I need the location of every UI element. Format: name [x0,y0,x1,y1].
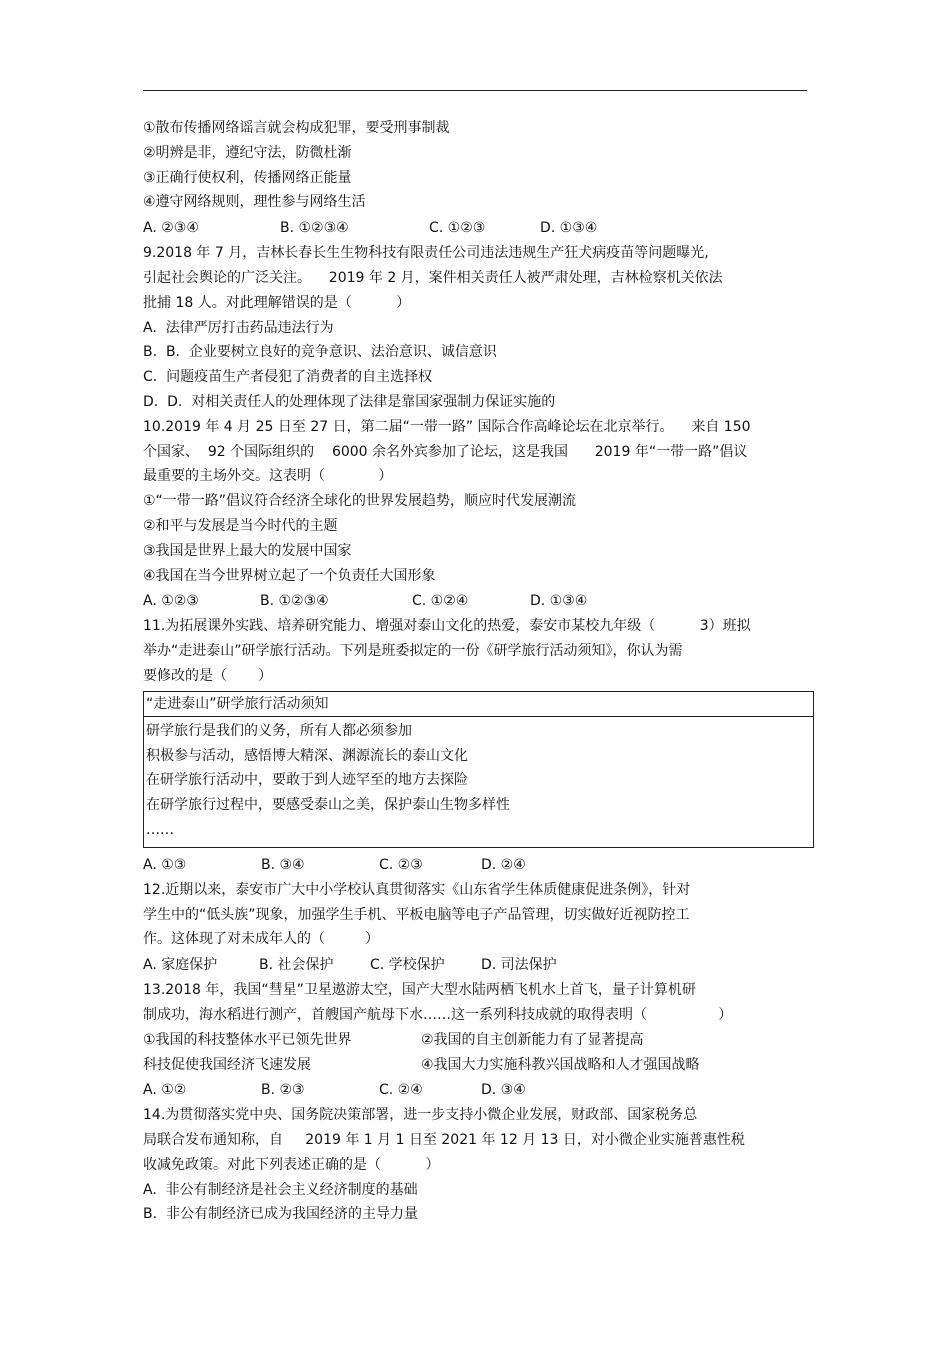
question-9 [143,241,815,415]
question-13 [143,978,815,1103]
question-11 [143,614,815,877]
q8-option-a: A. ②③④ [143,220,199,237]
q10-option-a: A. ①②③ [143,593,199,610]
q11-stem-line-1: 11.为拓展课外实践、培养研究能力、增强对泰山文化的热爱，泰安市某校九年级（ 3）班拟 [143,618,751,635]
q13-items-row-1 [143,1028,815,1053]
q12-stem-line-2: 学生中的“低头族”现象，加强学生手机、平板电脑等电子产品管理，切实做好近视防控工 [143,906,690,923]
q9-choice-d: D. D. 对相关责任人的处理体现了法律是靠国家强制力保证实施的 [143,393,556,410]
q11-option-a: A. ①③ [143,856,187,873]
q11-notice-item-3: 在研学旅行活动中，要敢于到人迹罕至的地方去探险 [146,772,468,789]
q12-option-d: D. 司法保护 [481,957,557,974]
q12-option-b: B. 社会保护 [259,957,334,974]
q9-stem-line-1: 9.2018 年 7 月，吉林长春长生生物科技有限责任公司违法违规生产狂犬病疫苗等问题曝光, [143,245,709,262]
q10-item-4: ④我国在当今世界树立起了一个负责任大国形象 [143,567,436,584]
q13-options [143,1077,815,1103]
q11-notice-title: “走进泰山”研学旅行活动须知 [144,692,813,717]
q13-option-d: D. ③④ [481,1082,526,1099]
q10-stem-line-3: 最重要的主场外交。这表明（ ） [143,468,393,485]
q11-option-d: D. ②④ [481,856,526,873]
q11-notice-item-4: 在研学旅行过程中，要感受泰山之美，保护泰山生物多样性 [146,797,510,814]
question-12 [143,878,815,978]
q12-option-a: A. 家庭保护 [143,957,218,974]
q9-choice-a: A. 法律严厉打击药品违法行为 [143,319,334,336]
q13-option-a: A. ①② [143,1082,187,1099]
q8-item-4: ④遵守网络规则，理性参与网络生活 [143,194,366,211]
q8-option-d: D. ①③④ [540,220,598,237]
exam-page [143,116,815,1227]
q13-option-b: B. ②③ [261,1082,305,1099]
q14-stem-line-3: 收减免政策。对此下列表述正确的是（ ） [143,1156,440,1173]
q9-stem-line-3: 批捕 18 人。对此理解错误的是（ ） [143,294,411,311]
q13-option-c: C. ②④ [379,1082,423,1099]
q9-choice-b: B. B. 企业要树立良好的竞争意识、法治意识、诚信意识 [143,344,497,361]
q13-item-4: ④我国大力实施科教兴国战略和人才强国战略 [421,1056,700,1073]
q8-option-c: C. ①②③ [429,220,486,237]
q14-stem-line-1: 14.为贯彻落实党中央、国务院决策部署，进一步支持小微企业发展，财政部、国家税务总 [143,1107,698,1124]
question-14 [143,1103,815,1227]
q9-choice-c: C. 问题疫苗生产者侵犯了消费者的自主选择权 [143,369,433,386]
q11-notice-table [143,691,814,848]
q10-item-1: ①“一带一路”倡议符合经济全球化的世界发展趋势，顺应时代发展潮流 [143,493,577,510]
q10-option-d: D. ①③④ [530,593,588,610]
q10-item-3: ③我国是世界上最大的发展中国家 [143,542,352,559]
q10-option-c: C. ①②④ [412,593,469,610]
q10-item-2: ②和平与发展是当今时代的主题 [143,517,338,534]
q14-choice-a: A. 非公有制经济是社会主义经济制度的基础 [143,1181,418,1198]
question-8 [143,116,815,241]
q11-option-c: C. ②③ [379,856,423,873]
q9-stem-line-2: 引起社会舆论的广泛关注。 2019 年 2 月，案件相关责任人被严肃处理，吉林检察机关依法 [143,269,723,286]
q11-notice-item-2: 积极参与活动，感悟博大精深、渊源流长的泰山文化 [146,747,468,764]
q11-stem-line-2: 举办“走进泰山”研学旅行活动。下列是班委拟定的一份《研学旅行活动须知》，你认为需 [143,643,683,660]
q10-stem-line-1: 10.2019 年 4 月 25 日至 27 日，第二届“一带一路” 国际合作高峰论坛在北京举行。 来自 150 [143,418,751,435]
q11-option-b: B. ③④ [261,856,305,873]
q10-option-b: B. ①②③④ [260,593,329,610]
q11-notice-item-5: …… [146,821,174,838]
q11-options [143,852,815,878]
question-10 [143,415,815,615]
q8-item-1: ①散布传播网络谣言就会构成犯罪，要受刑事制裁 [143,120,450,136]
q8-option-b: B. ①②③④ [280,220,349,237]
q12-option-c: C. 学校保护 [370,957,445,974]
q10-stem-line-2: 个国家、 92 个国际组织的 6000 余名外宾参加了论坛，这是我国 2019 年“一带一路”倡议 [143,443,748,460]
q11-notice-item-1: 研学旅行是我们的义务，所有人都必须参加 [146,722,412,739]
q8-item-2: ②明辨是非，遵纪守法，防微杜渐 [143,144,352,161]
q8-item-3: ③正确行使权利，传播网络正能量 [143,169,352,186]
q12-options [143,952,815,978]
q13-item-2: ②我国的自主创新能力有了显著提高 [421,1031,644,1048]
q12-stem-line-3: 作。这体现了对未成年人的（ ） [143,931,380,948]
q13-items-row-2 [143,1053,815,1078]
q14-choice-b: B. 非公有制经济已成为我国经济的主导力量 [143,1206,418,1223]
q11-stem-line-3: 要修改的是（ ） [143,667,273,684]
q13-stem-line-1: 13.2018 年，我国“彗星”卫星遨游太空，国产大型水陆两栖飞机水上首飞，量子计算机研 [143,982,696,999]
q8-options [143,215,815,241]
q10-options [143,588,815,614]
q11-notice-body [144,717,813,847]
header-rule [143,90,807,91]
q12-stem-line-1: 12.近期以来，泰安市广大中小学校认真贯彻落实《山东省学生体质健康促进条例》，针对 [143,881,691,898]
q13-item-1: ①我国的科技整体水平已领先世界 [143,1031,352,1048]
q13-stem-line-2: 制成功，海水稻进行测产，首艘国产航母下水……这一系列科技成就的取得表明（ ） [143,1006,733,1023]
q14-stem-line-2: 局联合发布通知称，自 2019 年 1 月 1 日至 2021 年 12 月 13 日，对小微企业实施普惠性税 [143,1132,745,1149]
q13-item-3: 科技促使我国经济飞速发展 [143,1056,311,1073]
